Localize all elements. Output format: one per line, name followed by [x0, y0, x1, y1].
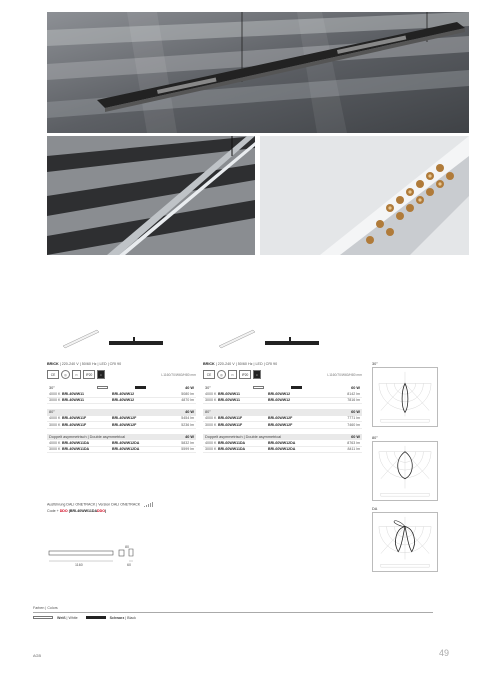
- luminous-flux: 8142 lm: [347, 391, 360, 396]
- dim-height: 80: [125, 545, 129, 549]
- black-color-swatch: [86, 616, 106, 620]
- luminous-flux: 8763 lm: [347, 440, 360, 445]
- article-code: BRI-40WW11: [62, 398, 84, 403]
- product-heading: [47, 362, 196, 366]
- code-example-end: ): [105, 509, 107, 513]
- beam-angle-label: 80°: [49, 410, 55, 415]
- colors-title: Farben | Colors: [33, 606, 58, 610]
- luminous-flux: 5236 lm: [181, 422, 194, 427]
- white-color-swatch: [33, 616, 53, 620]
- color-temp: 4000 K: [205, 440, 217, 445]
- article-code: BRI-40WW12DA: [112, 440, 140, 445]
- code-example: (BRI-40WW11DA: [68, 509, 98, 513]
- wattage: 40 W: [185, 410, 194, 415]
- luminous-flux: 8411 lm: [347, 447, 360, 452]
- luminous-flux: 5599 lm: [181, 447, 194, 452]
- color-temp: 3000 K: [49, 447, 61, 452]
- ce-mark-icon: CE: [203, 370, 215, 379]
- color-temp: 3000 K: [49, 398, 61, 403]
- signal-bars-icon: [144, 502, 156, 507]
- variant-table: [47, 384, 196, 453]
- dimmable-icon: ▭: [228, 370, 237, 379]
- color-temp: 4000 K: [205, 416, 217, 421]
- beam-angle-label: Doppelt asymmetrisch | Double asymmetrical: [205, 434, 282, 439]
- wattage: 60 W: [351, 434, 360, 439]
- article-code: BRI-60WW12DA: [268, 447, 296, 452]
- hero-photo-ceiling-track: [47, 12, 469, 133]
- ip20-icon: IP20: [239, 370, 251, 379]
- product-specs: | 220-240 V | 50/60 Hz | LED | CRI 90: [215, 362, 278, 366]
- black-swatch: [135, 386, 146, 390]
- color-temp: 3000 K: [205, 398, 217, 403]
- code-prefix: Code +: [47, 509, 60, 513]
- code-example-suffix: DDO: [97, 509, 106, 513]
- certification-icons: [47, 369, 196, 380]
- wattage: 60 W: [351, 410, 360, 415]
- table-row: [203, 422, 362, 429]
- article-code: BRI-40WW12: [112, 398, 135, 403]
- section-header-row: [47, 384, 196, 391]
- colors-divider: [33, 612, 433, 613]
- product-dimensions: L1160/70/W60/H80 mm: [327, 372, 362, 377]
- product-column-40w: [47, 322, 196, 453]
- white-luminaire-thumbnail: [217, 328, 257, 350]
- article-code: BRI-60WW11F: [218, 416, 243, 421]
- luminous-flux: 5080 lm: [181, 391, 194, 396]
- luminous-flux: 7771 lm: [347, 416, 360, 421]
- dimmable-icon: ▭: [72, 370, 81, 379]
- colors-section: [33, 606, 433, 620]
- article-code: BRI-40WW11: [62, 391, 84, 396]
- luminous-flux: 4870 lm: [181, 398, 194, 403]
- article-code: BRI-60WW12F: [268, 416, 293, 421]
- photo-track-closeup-leds: [260, 136, 469, 255]
- white-swatch: [97, 386, 108, 390]
- light-distribution-diagram-30: [372, 362, 438, 427]
- wattage: 40 W: [185, 434, 194, 439]
- color-name-white: Weiß: [57, 615, 66, 620]
- color-temp: 3000 K: [205, 422, 217, 427]
- footer-label: AGB: [33, 654, 42, 658]
- article-code: BRI-60WW11: [218, 398, 240, 403]
- diagram-label: 80°: [372, 436, 378, 440]
- article-code: BRI-40WW11F: [62, 422, 87, 427]
- ip20-icon: IP20: [83, 370, 95, 379]
- table-row: [47, 422, 196, 429]
- dim-width: 60: [127, 563, 131, 567]
- article-code: BRI-40WW12DA: [112, 447, 140, 452]
- article-code: BRI-60WW12DA: [268, 440, 296, 445]
- black-luminaire-thumbnail: [263, 336, 321, 350]
- light-distribution-diagram-da: [372, 507, 438, 572]
- article-code: BRI-40WW11DA: [62, 447, 90, 452]
- color-name-black: Schwarz: [109, 615, 125, 620]
- table-row: [47, 398, 196, 405]
- table-row: [47, 447, 196, 454]
- color-temp: 4000 K: [205, 391, 217, 396]
- article-code: BRI-60WW12F: [268, 422, 293, 427]
- color-en-black: | Black: [125, 615, 136, 620]
- color-temp: 4000 K: [49, 416, 61, 421]
- table-row: [203, 398, 362, 405]
- product-thumbnails: [47, 322, 196, 360]
- class-icon: ▪: [97, 370, 105, 379]
- article-code: BRI-40WW11DA: [62, 440, 90, 445]
- color-en-white: | White: [66, 615, 78, 620]
- ce-mark-icon: CE: [47, 370, 59, 379]
- dali-version-line: [47, 502, 247, 507]
- luminous-flux: 7816 lm: [347, 398, 360, 403]
- class-icon: ▪: [253, 370, 261, 379]
- luminous-flux: 5832 lm: [181, 440, 194, 445]
- article-code: BRI-40WW11F: [62, 416, 87, 421]
- product-name: BRICK: [203, 362, 215, 366]
- dali-version-text: Ausführung DALI ONETRACK | Version DALI ONETRACK: [47, 502, 141, 507]
- beam-angle-label: Doppelt asymmetrisch | Double asymmetrical: [49, 434, 126, 439]
- product-thumbnails: [203, 322, 362, 360]
- light-distribution-diagram-80: [372, 436, 438, 501]
- driver-icon: ◎: [217, 370, 226, 379]
- product-dimensions: L1160/70/W60/H80 mm: [161, 372, 196, 377]
- article-code: BRI-60WW11: [218, 391, 240, 396]
- product-heading: [203, 362, 362, 366]
- luminous-flux: 5454 lm: [181, 416, 194, 421]
- article-code: BRI-60WW11DA: [218, 447, 246, 452]
- dim-length: 1160: [75, 563, 83, 567]
- color-options: [33, 616, 433, 620]
- color-label-white: [57, 616, 78, 620]
- page-number: 49: [439, 648, 450, 658]
- article-code: BRI-60WW11DA: [218, 440, 246, 445]
- beam-angle-label: 80°: [205, 410, 211, 415]
- white-swatch: [253, 386, 264, 390]
- diagram-label: DA: [372, 507, 378, 511]
- beam-angle-label: 30°: [49, 385, 55, 390]
- dali-version-note: [47, 502, 247, 513]
- variant-table: [203, 384, 362, 453]
- code-suffix-red: DDO: [59, 509, 68, 513]
- article-code: BRI-40WW12F: [112, 422, 137, 427]
- beam-angle-label: 30°: [205, 385, 211, 390]
- color-temp: 4000 K: [49, 391, 61, 396]
- product-column-60w: [203, 322, 362, 453]
- wattage: 60 W: [351, 385, 360, 390]
- wattage: 40 W: [185, 385, 194, 390]
- article-code: BRI-60WW11F: [218, 422, 243, 427]
- color-temp: 3000 K: [49, 422, 61, 427]
- photo-track-dark-ceiling: [47, 136, 255, 255]
- color-label-black: [110, 616, 136, 620]
- diagram-label: 30°: [372, 362, 378, 366]
- dimension-drawing: [47, 545, 147, 575]
- article-code: BRI-40WW12: [112, 391, 135, 396]
- white-luminaire-thumbnail: [61, 328, 101, 350]
- black-luminaire-thumbnail: [107, 336, 165, 350]
- driver-icon: ◎: [61, 370, 70, 379]
- luminous-flux: 7460 lm: [347, 422, 360, 427]
- product-name: BRICK: [47, 362, 59, 366]
- color-temp: 4000 K: [49, 440, 61, 445]
- color-temp: 3000 K: [205, 447, 217, 452]
- certification-icons: [203, 369, 362, 380]
- section-header-row: [203, 384, 362, 391]
- black-swatch: [291, 386, 302, 390]
- article-code: BRI-60WW12: [268, 391, 291, 396]
- article-code: BRI-60WW12: [268, 398, 291, 403]
- order-code-line: [47, 509, 247, 513]
- product-specs: | 220-240 V | 50/60 Hz | LED | CRI 90: [59, 362, 122, 366]
- article-code: BRI-40WW12F: [112, 416, 137, 421]
- table-row: [203, 447, 362, 454]
